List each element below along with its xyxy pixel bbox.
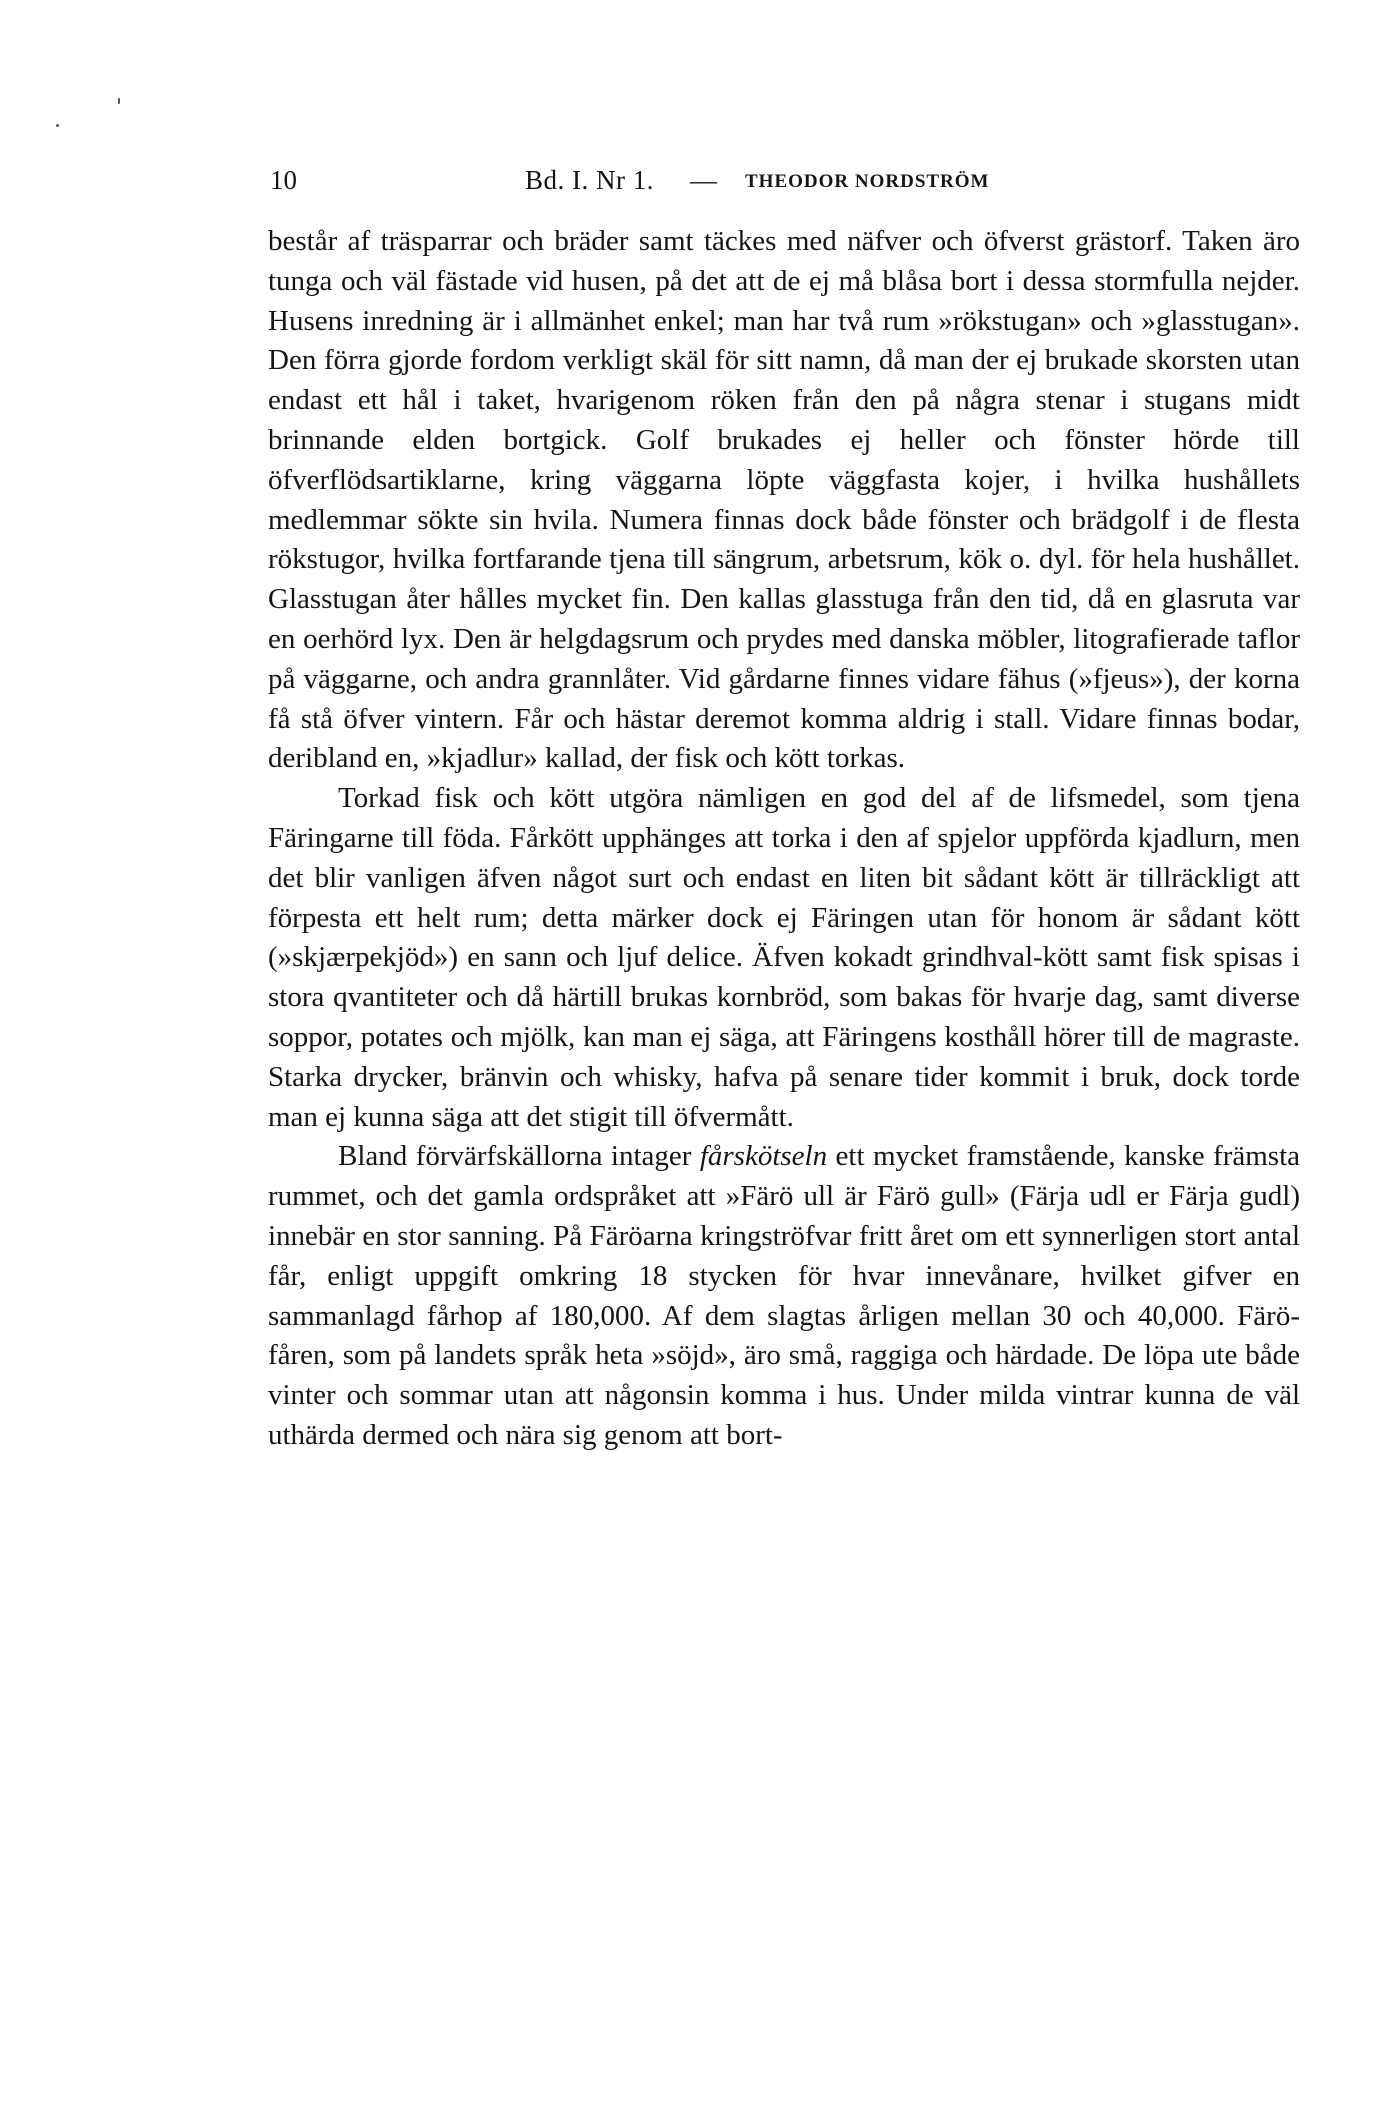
running-header — [270, 160, 1270, 200]
print-speck — [118, 98, 120, 104]
page-number: 10 — [270, 165, 297, 195]
paragraph-3-rest: ett mycket framstående, kanske främsta rummet, och det gamla ordspråket att »Färö ull är Färö gull» (Färja udl er Färja gudl) innebär en stor sanning. På Färöarna kringströfvar fritt året om ett synnerligen stort antal får, enligt uppgift omkring 18 stycken för hvar innevånare, hvilket gifver en sammanlagd fårhop af 180,000. Af dem slagtas årligen mellan 30 och 40,000. Färö-fåren, som på landets språk heta »söjd», äro små, raggiga och härdade. De löpa ute både vinter och sommar utan att någonsin komma i hus. Under milda vintrar kunna de väl uthärda dermed och nära sig genom att bort- — [268, 1140, 1300, 1451]
emphasized-term: fårskötseln — [699, 1140, 828, 1173]
body-text — [268, 222, 1300, 1456]
series-reference: Bd. I. Nr 1. — [525, 165, 654, 195]
paragraph-1: består af träsparrar och bräder samt täckes med näfver och öfverst grästorf. Taken äro tunga och väl fästade vid husen, på det att de ej må blåsa bort i dessa stormfulla nejder. Husens inredning är i allmänhet enkel; man har två rum »rökstugan» och »glasstugan». Den förra gjorde fordom verkligt skäl för sitt namn, då man der ej brukade skorsten utan endast ett hål i taket, hvarigenom röken från den på några stenar i stugans midt brinnande elden bortgick. Golf brukades ej heller och fönster hörde till öfverflödsartiklarne, kring väggarna löpte väggfasta kojer, i hvilka hushållets medlemmar sökte sin hvila. Numera finnas dock både fönster och brädgolf i de flesta rökstugor, hvilka fortfarande tjena till sängrum, arbetsrum, kök o. dyl. för hela hushållet. Glasstugan åter hålles mycket fin. Den kallas glasstuga från den tid, då en glasruta var en oerhörd lyx. Den är helgdagsrum och prydes med danska möbler, litografierade taflor på väggarne, och andra grannlåter. Vid gårdarne finnes vidare fähus (»fjeus»), der korna få stå öfver vintern. Får och hästar deremot komma aldrig i stall. Vidare finnas bodar, deribland en, »kjadlur» kallad, der fisk och kött torkas. — [268, 225, 1300, 775]
author-name: THEODOR NORDSTRÖM — [745, 171, 990, 192]
paragraph-3-start: Bland förvärfskällorna intager — [338, 1140, 700, 1173]
paragraph-3 — [268, 1137, 1300, 1455]
paragraph-2: Torkad fisk och kött utgöra nämligen en god del af de lifsmedel, som tjena Färingarne till föda. Fårkött upphänges att torka i den af spjelor uppförda kjadlurn, men det blir vanligen äfven något surt och endast en liten bit sådant kött är tillräckligt att förpesta ett helt rum; detta märker dock ej Färingen utan för honom är sådant kött (»skjærpekjöd») en sann och ljuf delice. Äfven kokadt grindhval-kött samt fisk spisas i stora qvantiteter och då härtill brukas kornbröd, som bakas för hvarje dag, samt diverse soppor, potates och mjölk, kan man ej säga, att Färingens kosthåll hörer till de magraste. Starka drycker, bränvin och whisky, hafva på senare tider kommit i bruk, dock torde man ej kunna säga att det stigit till öfvermått. — [268, 782, 1300, 1133]
print-speck — [56, 124, 59, 127]
header-dash: — — [690, 165, 717, 195]
